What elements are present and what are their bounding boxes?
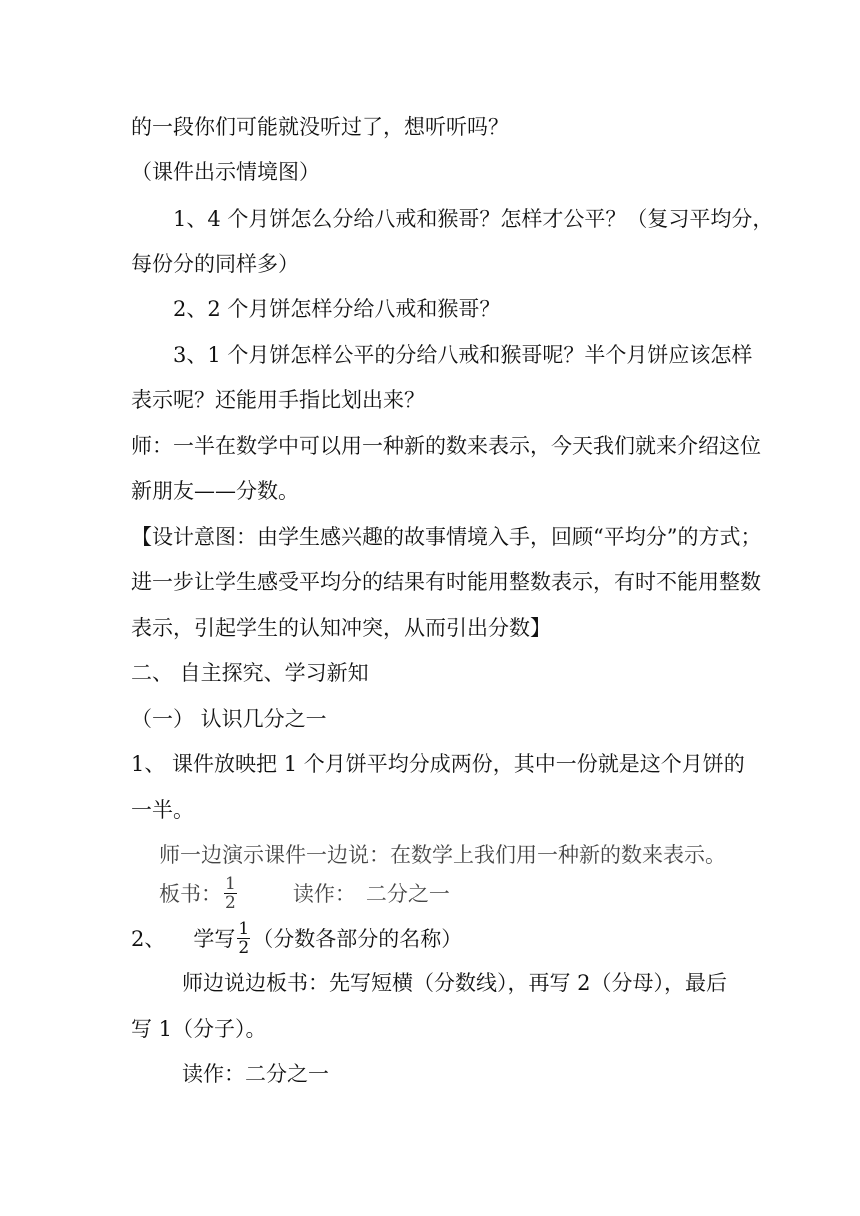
paragraph-line: 师边说边板书：先写短横（分数线），再写 2（分母），最后 [182,971,728,995]
section-heading: 二、 自主探究、学习新知 [131,661,369,685]
design-intent-line: 【设计意图：由学生感兴趣的故事情境入手，回顾“平均分”的方式； [131,525,762,549]
fraction-one-half [224,875,237,912]
fraction-numerator: 1 [225,874,236,894]
subsection-heading: （一） 认识几分之一 [131,707,327,731]
design-intent-line: 表示，引起学生的认知冲突，从而引出分数】 [131,616,551,640]
board-writing-line [159,874,450,914]
fraction-one-half [237,920,250,957]
read-value: 二分之一 [365,882,450,906]
design-intent-line: 进一步让学生感受平均分的结果有时能用整数表示，有时不能用整数 [131,570,761,594]
paragraph-line: 1、4 个月饼怎么分给八戒和猴哥？怎样才公平？（复习平均分， [173,207,774,231]
read-label: 读作： [292,882,356,906]
board-prefix: 板书： [159,882,222,906]
paragraph-line: 的一段你们可能就没听过了，想听听吗？ [131,115,509,139]
paragraph-line: 读作：二分之一 [182,1062,329,1086]
paragraph-line: 1、 课件放映把 1 个月饼平均分成两份，其中一份就是这个月饼的 [131,752,745,776]
paragraph-line: 2、2 个月饼怎样分给八戒和猴哥？ [173,297,501,321]
fraction-denominator: 2 [225,893,236,913]
paragraph-line: 表示呢？还能用手指比划出来？ [131,388,425,412]
fraction-numerator: 1 [238,919,250,939]
paragraph-line: （课件出示情境图） [131,160,320,184]
paragraph-line: 每份分的同样多） [131,252,299,276]
paragraph-line: 新朋友——分数。 [131,479,299,503]
fraction-denominator: 2 [238,938,250,958]
write-fraction-line [131,919,463,959]
write-suffix: （分数各部分的名称） [252,927,463,951]
paragraph-line: 师：一半在数学中可以用一种新的数来表示，今天我们就来介绍这位 [131,434,761,458]
item-index: 2、 [131,927,166,951]
paragraph-line: 一半。 [131,798,194,822]
paragraph-line: 3、1 个月饼怎样公平的分给八戒和猴哥呢？半个月饼应该怎样 [173,343,753,367]
paragraph-line: 写 1（分子）。 [131,1017,267,1041]
write-prefix: 学写 [193,927,236,951]
paragraph-line: 师一边演示课件一边说：在数学上我们用一种新的数来表示。 [159,843,726,867]
